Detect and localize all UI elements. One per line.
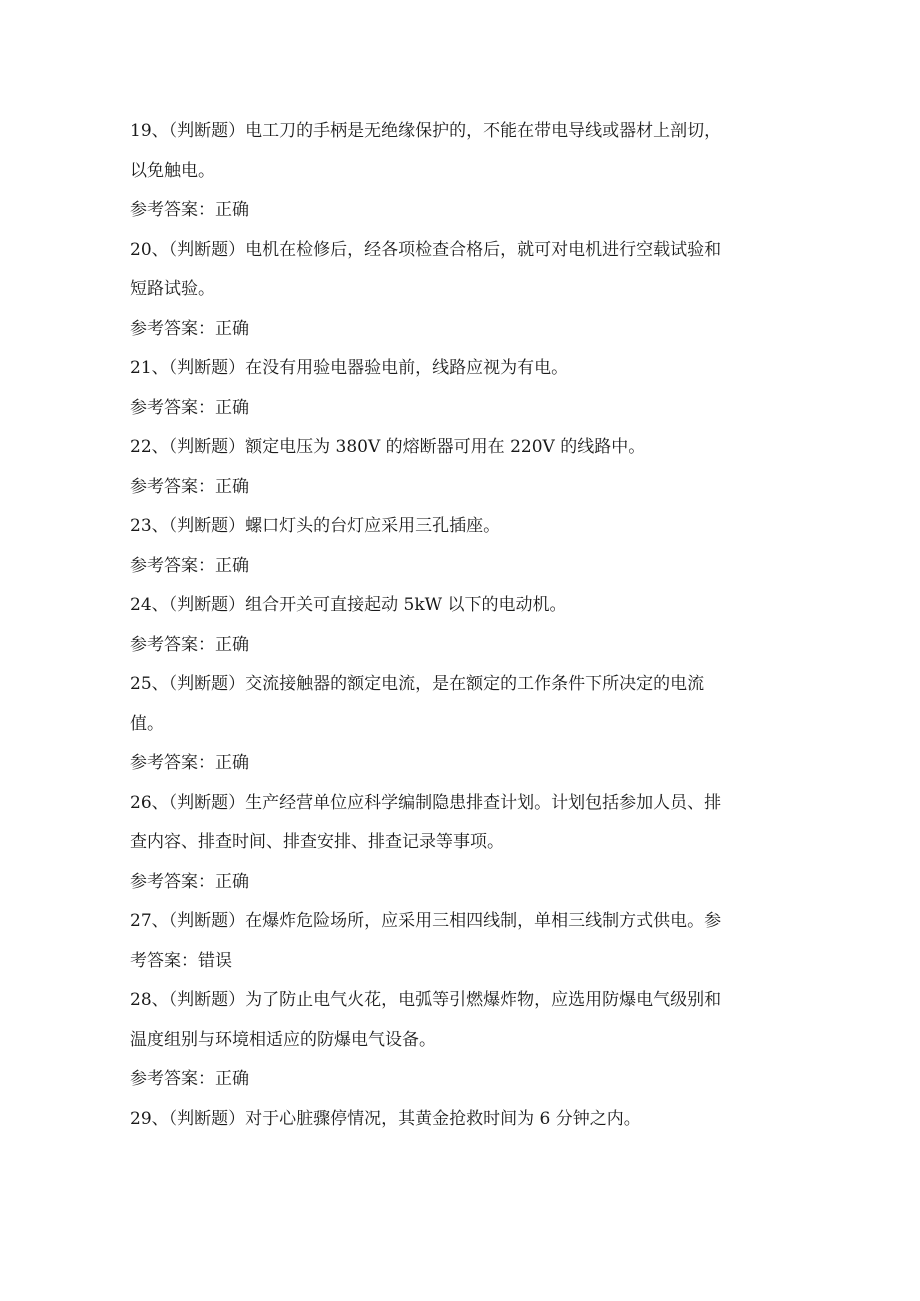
answer-24: 参考答案：正确 (130, 634, 249, 655)
answer-20: 参考答案：正确 (130, 318, 249, 339)
question-19-line-1: 19、（判断题）电工刀的手柄是无绝缘保护的，不能在带电导线或器材上剖切， (130, 121, 722, 141)
question-27-line-1: 27、（判断题）在爆炸危险场所，应采用三相四线制，单相三线制方式供电。参 (130, 911, 722, 931)
question-28-line-2: 温度组别与环境相适应的防爆电气设备。 (130, 1029, 436, 1050)
question-22: 22、（判断题）额定电压为 380V 的熔断器可用在 220V 的线路中。 (130, 437, 646, 457)
question-21: 21、（判断题）在没有用验电器验电前，线路应视为有电。 (130, 358, 569, 378)
question-20-line-2: 短路试验。 (130, 279, 215, 299)
answer-21: 参考答案：正确 (130, 397, 249, 418)
question-25-line-2: 值。 (130, 713, 164, 734)
answer-26: 参考答案：正确 (130, 871, 249, 892)
question-24: 24、（判断题）组合开关可直接起动 5kW 以下的电动机。 (130, 595, 567, 615)
question-27-line-2: 考答案：错误 (130, 950, 232, 971)
answer-22: 参考答案：正确 (130, 476, 249, 497)
question-26-line-1: 26、（判断题）生产经营单位应科学编制隐患排查计划。计划包括参加人员、排 (130, 792, 722, 813)
question-29: 29、（判断题）对于心脏骤停情况，其黄金抢救时间为 6 分钟之内。 (130, 1108, 641, 1129)
question-25-line-1: 25、（判断题）交流接触器的额定电流，是在额定的工作条件下所决定的电流 (130, 674, 705, 694)
question-20-line-1: 20、（判断题）电机在检修后，经各项检查合格后，就可对电机进行空载试验和 (130, 239, 722, 260)
question-19-line-2: 以免触电。 (130, 160, 215, 181)
answer-19: 参考答案：正确 (130, 200, 249, 220)
answer-25: 参考答案：正确 (130, 753, 249, 773)
answer-23: 参考答案：正确 (130, 555, 249, 576)
question-26-line-2: 查内容、排查时间、排查安排、排查记录等事项。 (130, 832, 504, 852)
question-28-line-1: 28、（判断题）为了防止电气火花，电弧等引燃爆炸物，应选用防爆电气级别和 (130, 990, 722, 1010)
answer-28: 参考答案：正确 (130, 1069, 249, 1089)
question-23: 23、（判断题）螺口灯头的台灯应采用三孔插座。 (130, 516, 501, 536)
question-list (130, 112, 790, 1139)
